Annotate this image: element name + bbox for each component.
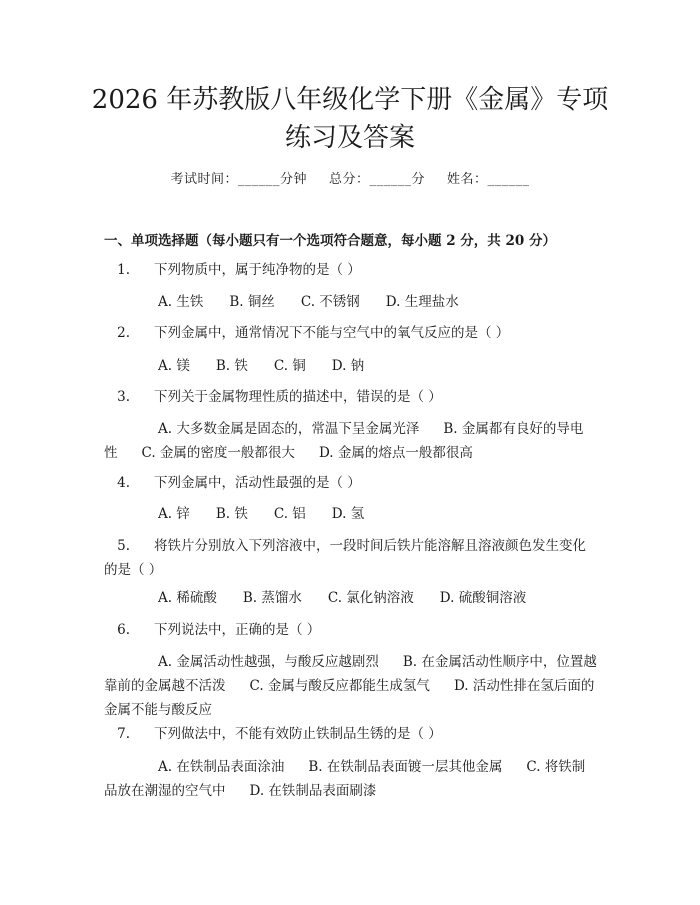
question-3 [104, 385, 624, 409]
option-b: B. 在金属活动性顺序中，位置越靠前的金属越不活泼 [104, 654, 597, 694]
section-heading-single-choice: 一、单项选择题（每小题只有一个选项符合题意，每小题 2 分，共 20 分） [104, 233, 556, 249]
question-text: 下列金属中，活动性最强的是（ ） [154, 475, 361, 491]
option-c: C. 将铁制品放在潮湿的空气中 [104, 759, 586, 799]
question-number: 2. [117, 325, 130, 341]
exam-info-line [0, 168, 700, 187]
question-2-options [158, 354, 652, 378]
option-b: B. 蒸馏水 [242, 590, 302, 606]
option-a: A. 锌 [158, 506, 190, 522]
question-number: 7. [117, 726, 130, 742]
question-text: 下列关于金属物理性质的描述中，错误的是（ ） [154, 389, 442, 405]
document-title-line2: 练习及答案 [284, 123, 415, 153]
option-c: C. 金属与酸反应都能生成氢气 [249, 678, 430, 694]
option-d: D. 生理盐水 [385, 294, 459, 310]
option-d: D. 金属的熔点一般都很高 [318, 445, 473, 461]
option-a: A. 在铁制品表面涂油 [158, 759, 285, 775]
option-c: C. 铜 [273, 358, 306, 374]
option-d: D. 钠 [331, 358, 365, 374]
question-7 [104, 722, 624, 746]
question-text: 下列做法中，不能有效防止铁制品生锈的是（ ） [154, 726, 442, 742]
option-c: C. 金属的密度一般都很大 [141, 445, 295, 461]
name-field: 姓名：______ [447, 172, 530, 187]
question-3-options [104, 417, 598, 465]
option-b: B. 在铁制品表面镀一层其他金属 [308, 759, 503, 775]
question-7-options [104, 755, 598, 803]
question-number: 4. [117, 475, 130, 491]
question-5 [104, 534, 598, 582]
option-a: A. 镁 [158, 358, 190, 374]
question-text: 下列说法中，正确的是（ ） [154, 622, 321, 638]
option-d: D. 在铁制品表面刷漆 [249, 783, 377, 799]
option-b: B. 铜丝 [229, 294, 275, 310]
question-6 [104, 618, 624, 642]
question-text: 下列金属中，通常情况下不能与空气中的氧气反应的是（ ） [154, 325, 510, 341]
question-5-options [158, 586, 652, 610]
question-2 [104, 321, 624, 345]
exam-time-field: 考试时间：______分钟 [170, 172, 307, 187]
option-c: C. 铝 [273, 506, 306, 522]
option-d: D. 硫酸铜溶液 [439, 590, 527, 606]
option-a: A. 金属活动性越强，与酸反应越剧烈 [158, 654, 379, 670]
question-4 [104, 471, 624, 495]
question-1 [104, 258, 624, 282]
question-1-options [158, 290, 652, 314]
option-c: C. 不锈钢 [300, 294, 360, 310]
option-b: B. 铁 [215, 358, 248, 374]
option-a: A. 稀硫酸 [158, 590, 217, 606]
question-number: 3. [117, 389, 130, 405]
option-b: B. 铁 [215, 506, 248, 522]
question-number: 1. [117, 262, 130, 278]
question-text: 下列物质中，属于纯净物的是（ ） [154, 262, 361, 278]
option-a: A. 大多数金属是固态的，常温下呈金属光泽 [158, 421, 420, 437]
option-c: C. 氯化钠溶液 [327, 590, 414, 606]
option-b: B. 金属都有良好的导电性 [104, 421, 584, 461]
question-6-options [104, 650, 598, 722]
option-d: D. 活动性排在氢后面的金属不能与酸反应 [104, 678, 595, 718]
option-a: A. 生铁 [158, 294, 204, 310]
document-title-line1: 2026 年苏教版八年级化学下册《金属》专项 [91, 85, 609, 115]
total-score-field: 总分：______分 [328, 172, 425, 187]
question-number: 6. [117, 622, 130, 638]
option-d: D. 氢 [331, 506, 365, 522]
question-4-options [158, 502, 652, 526]
question-number: 5. [117, 538, 130, 554]
question-text: 将铁片分别放入下列溶液中，一段时间后铁片能溶解且溶液颜色发生变化的是（ ） [104, 538, 586, 578]
